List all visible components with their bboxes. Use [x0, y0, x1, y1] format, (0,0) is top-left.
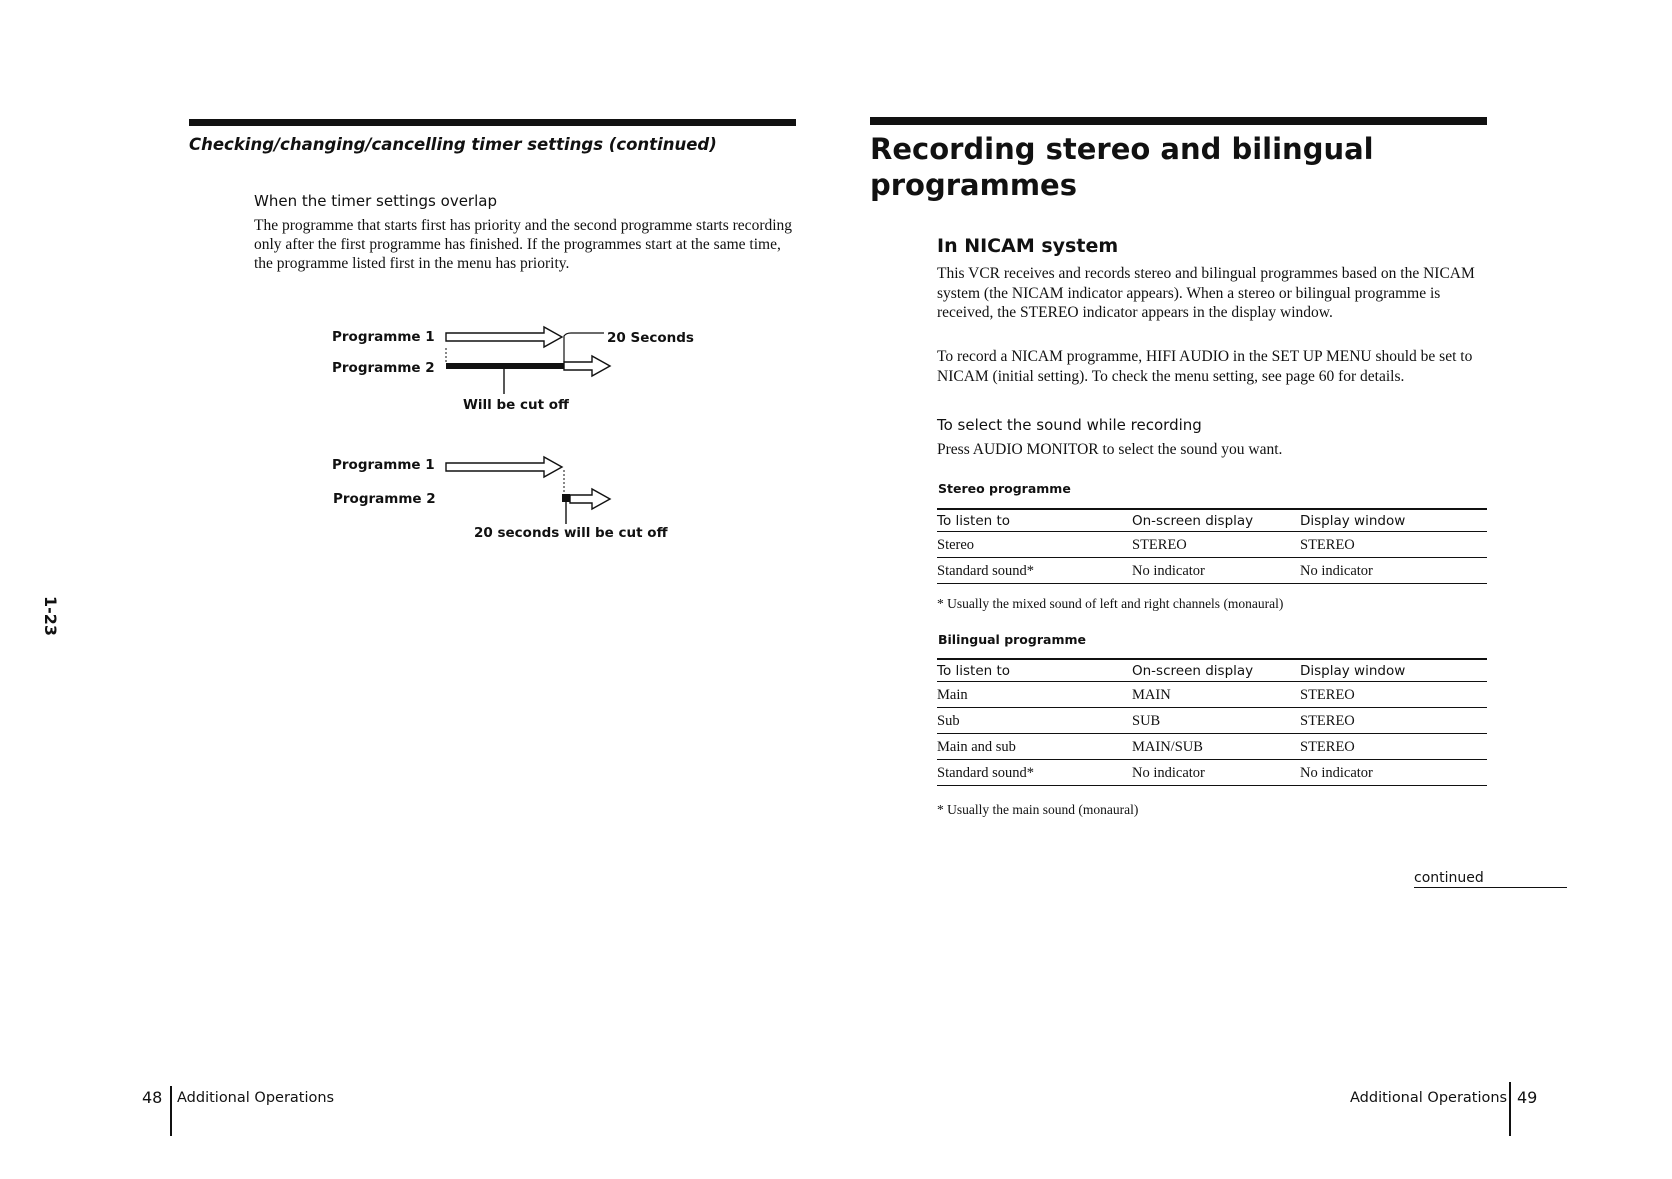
diagram2-programme2-label: Programme 2 — [333, 491, 436, 507]
table-cell: STEREO — [1132, 532, 1300, 558]
diagram2-programme1-label: Programme 1 — [332, 457, 435, 473]
right-page-number: 49 — [1517, 1088, 1538, 1107]
table-cell: No indicator — [1300, 558, 1487, 584]
side-page-marker: 1-23 — [41, 596, 60, 637]
diagram2-timeline — [440, 448, 620, 526]
left-footer-section: Additional Operations — [177, 1090, 335, 1106]
diagram1-seconds-bracket — [564, 333, 604, 362]
select-sound-heading: To select the sound while recording — [937, 416, 1202, 434]
right-footer-section: Additional Operations — [1350, 1090, 1508, 1106]
table-cell: No indicator — [1132, 558, 1300, 584]
column-header: Display window — [1300, 509, 1487, 532]
table-cell: No indicator — [1132, 760, 1300, 786]
table-row — [937, 708, 1487, 734]
table-cell: No indicator — [1300, 760, 1487, 786]
column-header: To listen to — [937, 659, 1132, 682]
table-cell: STEREO — [1300, 682, 1487, 708]
table-cell: Standard sound* — [937, 760, 1132, 786]
bilingual-footnote: * Usually the main sound (monaural) — [937, 802, 1139, 817]
table-cell: Sub — [937, 708, 1132, 734]
table-row — [937, 532, 1487, 558]
table-row — [937, 558, 1487, 584]
nicam-paragraph-1: This VCR receives and records stereo and bilingual programmes based on the NICAM system (the NICAM indicator appears). When a stereo or bilingual programme is received, the STEREO indicator appears in the display window. — [937, 265, 1475, 321]
table-cell: MAIN/SUB — [1132, 734, 1300, 760]
column-header: To listen to — [937, 509, 1132, 532]
diagram2-cut-label: 20 seconds will be cut off — [474, 525, 668, 541]
left-footer-divider — [170, 1086, 172, 1136]
table-cell: Main — [937, 682, 1132, 708]
nicam-paragraph-2: To record a NICAM programme, HIFI AUDIO in the SET UP MENU should be set to NICAM (initial setting). To check the menu setting, see page 60 for details. — [937, 348, 1473, 385]
table-cell: Stereo — [937, 532, 1132, 558]
diagram1-timeline — [440, 318, 620, 396]
right-header-rule — [870, 117, 1487, 125]
table-cell: MAIN — [1132, 682, 1300, 708]
diagram2-programme1-arrow — [446, 457, 562, 477]
table-row — [937, 734, 1487, 760]
table-cell: STEREO — [1300, 532, 1487, 558]
select-sound-body: Press AUDIO MONITOR to select the sound you want. — [937, 441, 1283, 458]
table-header-row — [937, 659, 1487, 682]
continued-label: continued — [1414, 870, 1567, 888]
column-header: Display window — [1300, 659, 1487, 682]
table-cell: Standard sound* — [937, 558, 1132, 584]
table-cell: STEREO — [1300, 708, 1487, 734]
diagram1-programme2-label: Programme 2 — [332, 360, 435, 376]
diagram1-cut-label: Will be cut off — [463, 397, 569, 413]
left-page-number: 48 — [142, 1088, 163, 1107]
diagram1-programme1-arrow — [446, 327, 562, 347]
bilingual-table — [937, 658, 1487, 786]
diagram1-programme2-arrow — [564, 356, 610, 376]
table-cell: SUB — [1132, 708, 1300, 734]
column-header: On-screen display — [1132, 659, 1300, 682]
table-row — [937, 760, 1487, 786]
overlap-body: The programme that starts first has priority and the second programme starts recording only after the first programme has finished. If the programmes start at the same time, the programme listed first in the menu has priority. — [254, 217, 793, 272]
table-header-row — [937, 509, 1487, 532]
table-cell: STEREO — [1300, 734, 1487, 760]
overlap-heading: When the timer settings overlap — [254, 192, 497, 210]
diagram1-programme2-cut-bar — [446, 363, 564, 369]
diagram2-programme2-arrow — [570, 489, 610, 509]
stereo-table — [937, 508, 1487, 584]
table-cell: Main and sub — [937, 734, 1132, 760]
left-section-heading: Checking/changing/cancelling timer settings (continued) — [189, 135, 717, 154]
diagram1-programme1-label: Programme 1 — [332, 329, 435, 345]
stereo-footnote: * Usually the mixed sound of left and right channels (monaural) — [937, 596, 1284, 611]
right-footer-divider — [1509, 1082, 1511, 1136]
diagram1-seconds-label: 20 Seconds — [607, 330, 694, 346]
stereo-table-label: Stereo programme — [938, 481, 1071, 496]
nicam-heading: In NICAM system — [937, 235, 1119, 257]
table-row — [937, 682, 1487, 708]
left-header-rule — [189, 119, 796, 126]
page-title: Recording stereo and bilingual programmes — [870, 132, 1374, 202]
bilingual-table-label: Bilingual programme — [938, 632, 1086, 647]
diagram2-programme2-cut-bar — [562, 494, 570, 502]
column-header: On-screen display — [1132, 509, 1300, 532]
